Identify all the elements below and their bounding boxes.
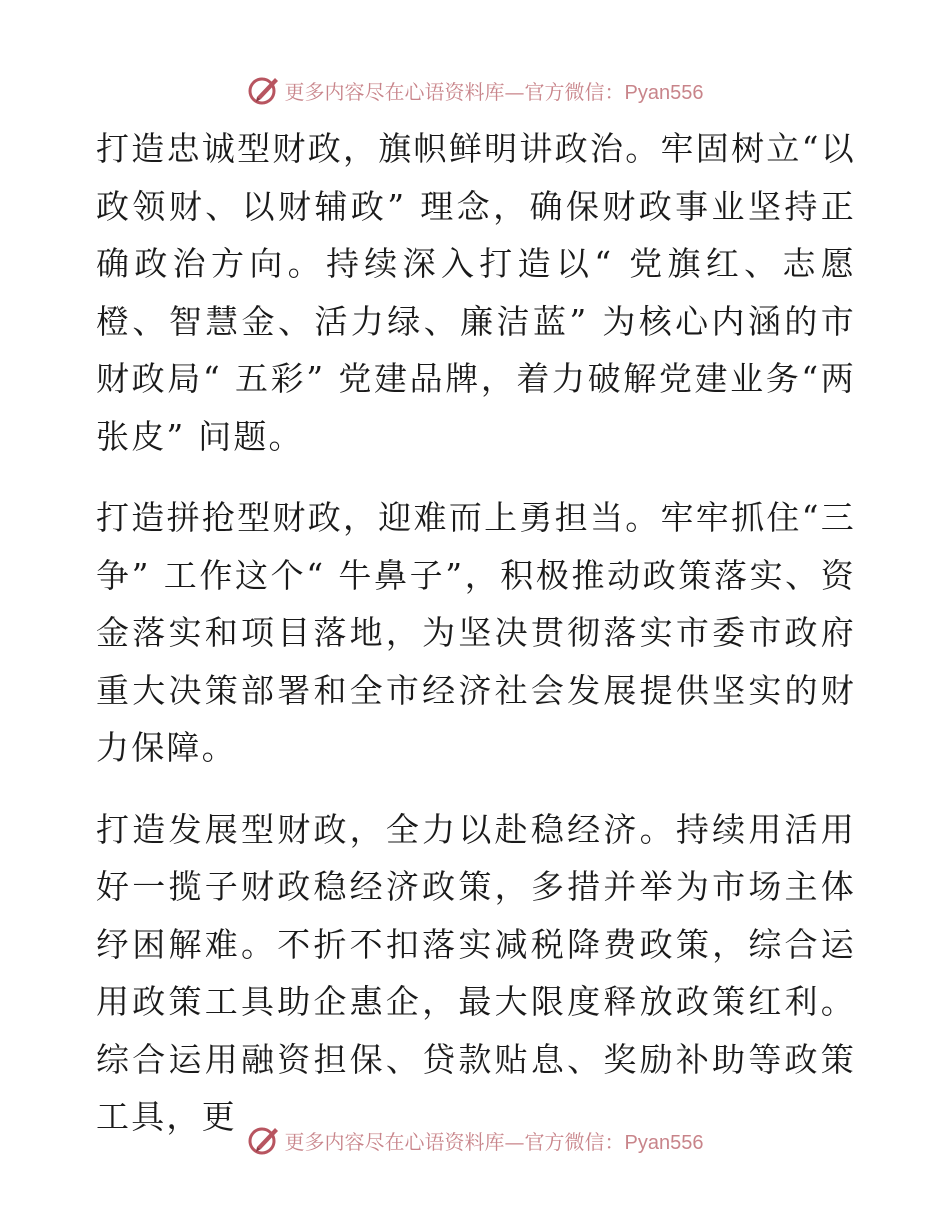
document-body: [96, 120, 856, 1170]
banner-wechat-id: Pyan556: [624, 1131, 704, 1154]
banner-text: [285, 1126, 704, 1155]
quill-circle-logo-icon: [247, 73, 281, 107]
paragraph-striving-finance: 打造拼抢型财政，迎难而上勇担当。牢牢抓住“三争” 工作这个“ 牛鼻子”，积极推动政策落实、资金落实和项目落地，为坚决贯彻落实市委市政府重大决策部署和全市经济社会发展提供坚实的财力保障。: [96, 498, 856, 767]
banner-main-text: 更多内容尽在心语资料库—官方微信：: [284, 79, 625, 104]
paragraph-development-finance: 打造发展型财政，全力以赴稳经济。持续用活用好一揽子财政稳经济政策，多措并举为市场主体纾困解难。不折不扣落实减税降费政策，综合运用政策工具助企惠企，最大限度释放政策红利。综合运用融资担保、贷款贴息、奖励补助等政策工具，更: [96, 809, 856, 1136]
banner-text: [285, 76, 704, 105]
quill-circle-logo-icon: [247, 1123, 281, 1157]
banner-wechat-id: Pyan556: [624, 81, 704, 104]
banner-main-text: 更多内容尽在心语资料库—官方微信：: [284, 1129, 625, 1154]
paragraph-loyal-finance: 打造忠诚型财政，旗帜鲜明讲政治。牢固树立“以政领财、以财辅政” 理念，确保财政事业坚持正确政治方向。持续深入打造以“ 党旗红、志愿橙、智慧金、活力绿、廉洁蓝” 为核心内涵的市财政局“ 五彩” 党建品牌，着力破解党建业务“两张皮” 问题。: [96, 129, 856, 456]
header-banner: [0, 70, 950, 110]
footer-banner: [0, 1120, 950, 1160]
